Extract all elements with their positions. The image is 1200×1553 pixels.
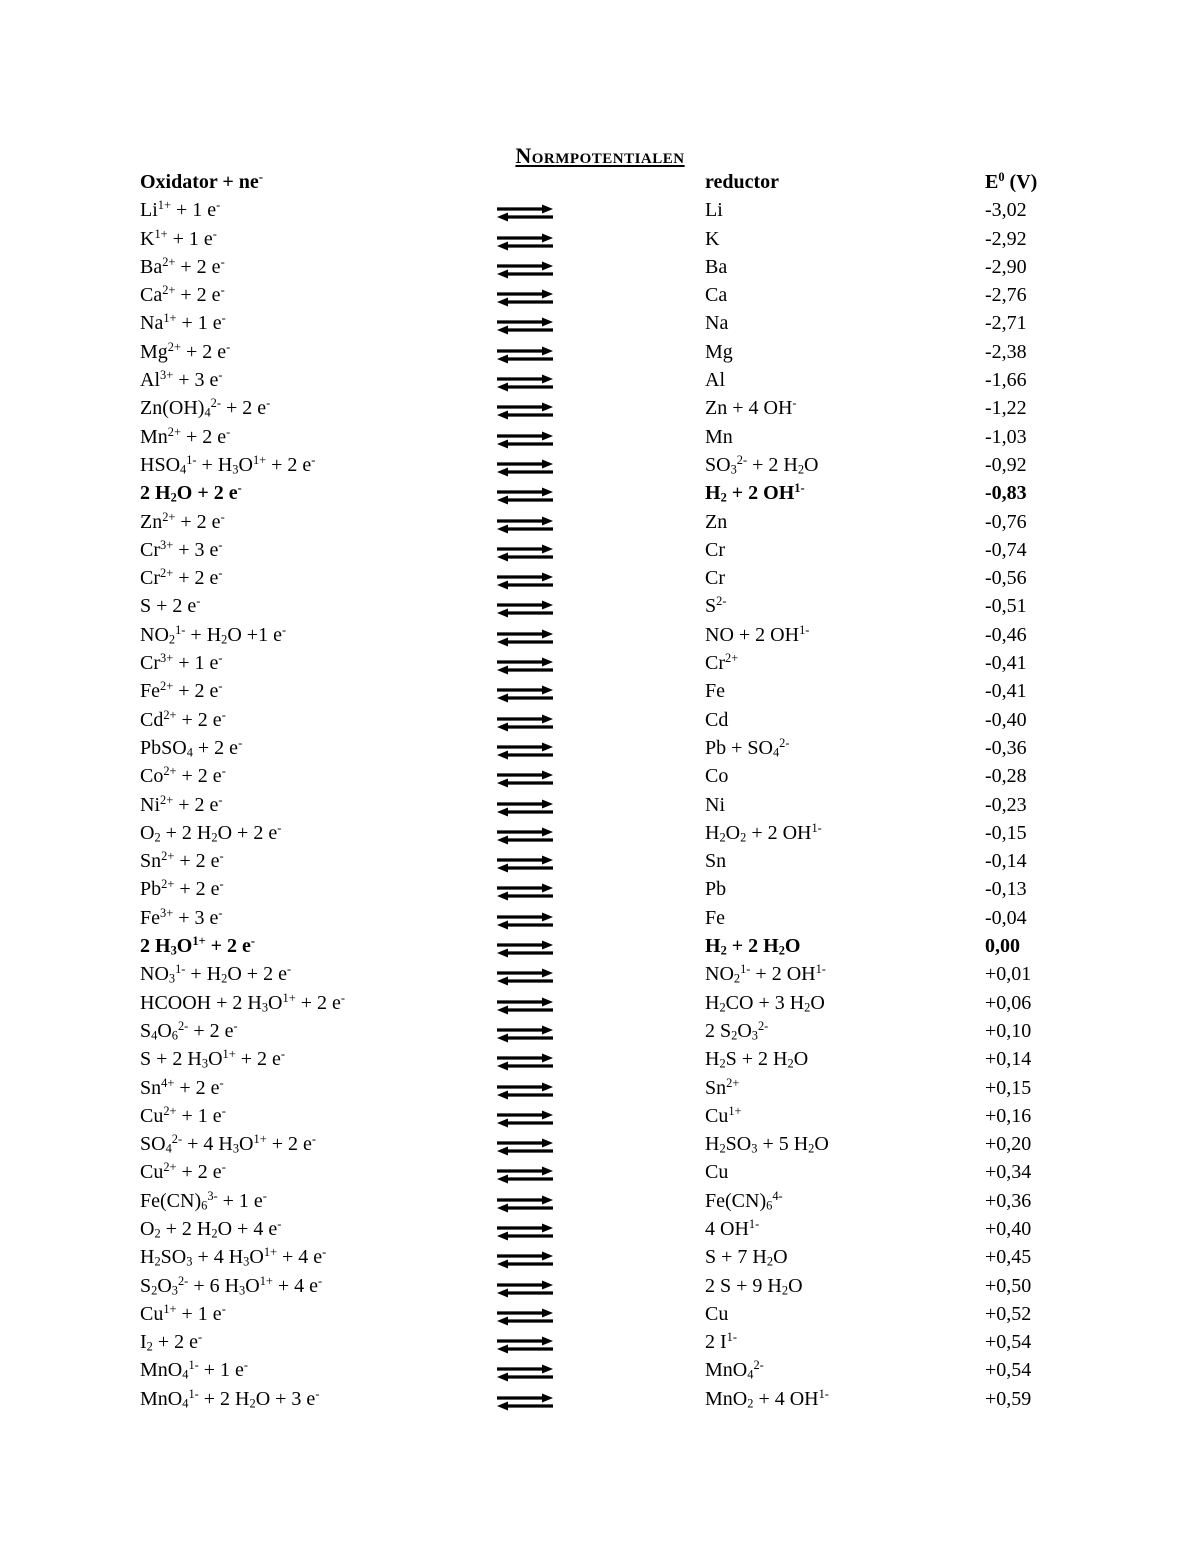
equilibrium-arrow-icon [495, 1308, 555, 1326]
potential-cell: +0,15 [985, 1076, 1032, 1099]
oxidator-cell: $O_2 + 2$ $H_2O + 4$ e- [140, 1217, 282, 1241]
reductor-cell: 2 $I^{1-}$ [705, 1330, 737, 1354]
equilibrium-arrow-icon [495, 431, 555, 449]
equilibrium-arrow-icon [495, 485, 555, 503]
equilibrium-arrow-icon [495, 1336, 555, 1354]
reductor-cell: Zn + 4 OH- [705, 396, 797, 420]
oxidator-cell: $Li^{1+} + 1$ e- [140, 198, 221, 222]
table-row [140, 1356, 1060, 1384]
potential-cell: -0,13 [985, 878, 1027, 901]
equilibrium-arrow-icon [495, 799, 555, 817]
equilibrium-arrow-icon [495, 1080, 555, 1098]
equilibrium-arrow-icon [495, 1221, 555, 1239]
potential-cell: +0,45 [985, 1246, 1032, 1269]
equilibrium-arrow-icon [495, 1195, 555, 1213]
equilibrium-arrow-icon [495, 1164, 555, 1182]
table-row [140, 904, 1060, 932]
oxidator-cell: $Ba^{2+} + 2$ e- [140, 255, 225, 278]
equilibrium-arrow-icon [495, 204, 555, 222]
oxidator-cell: $H_2SO_3 + 4$ $H_3O^{1+} + 4$ e- [140, 1245, 327, 1269]
reductor-cell: Cd [705, 708, 729, 731]
potential-cell: -3,02 [985, 199, 1027, 222]
equilibrium-arrow-icon [495, 855, 555, 873]
potential-cell: -0,04 [985, 906, 1027, 929]
table-row [140, 960, 1060, 988]
potential-cell: +0,52 [985, 1302, 1032, 1325]
equilibrium-arrow-icon [495, 287, 555, 305]
reductor-cell: K [705, 227, 720, 250]
reductor-cell: $S^{2-}$ [705, 594, 727, 618]
reductor-cell: Co [705, 765, 729, 788]
equilibrium-arrow-icon [495, 542, 555, 560]
oxidator-cell: $S_4O_6^{2-} + 2$ e- [140, 1019, 238, 1043]
reductor-cell: $Cu^{1+}$ [705, 1103, 742, 1127]
equilibrium-arrow-icon [495, 233, 555, 251]
equilibrium-arrow-icon [495, 768, 555, 786]
equilibrium-arrow-icon [495, 910, 555, 928]
reductor-cell: $H_2SO_3 + 5$ $H_2O$ [705, 1133, 829, 1156]
equilibrium-arrow-icon [495, 572, 555, 590]
equilibrium-arrow-icon [495, 1110, 555, 1128]
reductor-cell: Fe [705, 680, 725, 703]
potential-cell: -0,23 [985, 793, 1027, 816]
table-row [140, 1243, 1060, 1271]
reductor-cell: 4 $OH^{1-}$ [705, 1217, 760, 1240]
oxidator-cell: MnO$_4^{1-}$ + 1 e- [140, 1358, 249, 1382]
reductor-cell: Cu [705, 1161, 729, 1184]
oxidator-cell: $Fe^{2+} + 2$ e- [140, 679, 223, 703]
potential-cell: -2,76 [985, 284, 1027, 307]
reductor-cell: $H_2CO + 3$ $H_2O$ [705, 991, 825, 1015]
potential-cell: +0,36 [985, 1189, 1032, 1212]
equilibrium-arrow-icon [495, 1082, 555, 1100]
equilibrium-arrow-icon [495, 1306, 555, 1324]
table-row [140, 196, 1060, 224]
oxidator-cell: HCOOH + 2 $H_3O^{1+} + 2$ e- [140, 990, 345, 1015]
equilibrium-arrow-icon [495, 344, 555, 362]
table-row [140, 1130, 1060, 1158]
equilibrium-arrow-icon [495, 400, 555, 418]
reductor-cell: Ca [705, 284, 728, 307]
table-row [140, 819, 1060, 847]
equilibrium-arrow-icon [495, 881, 555, 899]
reductor-cell: Na [705, 312, 729, 335]
equilibrium-arrow-icon [495, 1136, 555, 1154]
potential-cell: -0,41 [985, 680, 1027, 703]
oxidator-cell: $Fe(CN)_6^{3-} + 1$ e- [140, 1188, 267, 1213]
equilibrium-arrow-icon [495, 714, 555, 732]
equilibrium-arrow-icon [495, 629, 555, 647]
equilibrium-arrow-icon [495, 315, 555, 333]
equilibrium-arrow-icon [495, 516, 555, 534]
oxidator-cell: $Co^{2+} + 2$ e- [140, 764, 226, 788]
equilibrium-arrow-icon [495, 457, 555, 475]
reductor-cell: Ni [705, 793, 725, 816]
table-row [140, 1074, 1060, 1102]
reductor-cell: Li [705, 199, 723, 222]
table-row [140, 932, 1060, 960]
equilibrium-arrow-icon [495, 997, 555, 1015]
potential-cell: +0,54 [985, 1331, 1032, 1354]
reductor-cell: $H_2O_2 + 2$ $OH^{1-}$ [705, 821, 822, 845]
potential-cell: +0,14 [985, 1048, 1032, 1071]
potential-cell: +0,34 [985, 1161, 1032, 1184]
table-row [140, 225, 1060, 253]
table-row [140, 508, 1060, 536]
oxidator-cell: $Cr^{3+} + 1$ e- [140, 651, 223, 675]
potential-cell: -0,28 [985, 765, 1027, 788]
oxidator-cell: $Zn^{2+} + 2$ e- [140, 509, 225, 533]
oxidator-cell: $Al^{3+} + 3$ e- [140, 368, 223, 392]
reductor-cell: $Fe(CN)_6^{4-}$ [705, 1188, 783, 1213]
equilibrium-arrow-icon [495, 1393, 555, 1411]
potential-cell: -0,36 [985, 736, 1027, 759]
equilibrium-arrow-icon [495, 740, 555, 758]
potential-cell: -2,90 [985, 255, 1027, 278]
equilibrium-arrow-icon [495, 1391, 555, 1409]
reductor-cell: $H_2 + 2$ $OH^{1-}$ [705, 481, 805, 505]
reductor-cell: $Cr^{2+}$ [705, 651, 739, 675]
reductor-cell: NO + 2 $OH^{1-}$ [705, 622, 810, 646]
table-row [140, 1158, 1060, 1186]
reductor-cell: $H_2S + 2$ $H_2O$ [705, 1048, 809, 1071]
equilibrium-arrow-icon [495, 372, 555, 390]
table-row [140, 536, 1060, 564]
reductor-cell: Cr [705, 567, 725, 590]
equilibrium-arrow-icon [495, 1251, 555, 1269]
equilibrium-arrow-icon [495, 1249, 555, 1267]
table-row [140, 338, 1060, 366]
equilibrium-arrow-icon [495, 429, 555, 447]
table-row [140, 1215, 1060, 1243]
equilibrium-arrow-icon [495, 966, 555, 984]
equilibrium-arrow-icon [495, 1053, 555, 1071]
reductor-cell: $SO_3^{2-} + 2$ $H_2O$ [705, 453, 819, 477]
potential-cell: -0,56 [985, 567, 1027, 590]
equilibrium-arrow-icon [495, 374, 555, 392]
equilibrium-arrow-icon [495, 938, 555, 956]
equilibrium-arrow-icon [495, 742, 555, 760]
table-row [140, 366, 1060, 394]
table-row [140, 451, 1060, 479]
potential-cell: -2,71 [985, 312, 1027, 335]
equilibrium-arrow-icon [495, 627, 555, 645]
oxidator-cell: $Sn^{4+} + 2$ e- [140, 1075, 224, 1099]
reductor-cell: Zn [705, 510, 728, 533]
equilibrium-arrow-icon [495, 1193, 555, 1211]
equilibrium-arrow-icon [495, 1108, 555, 1126]
page-title: Normpotentialen [515, 143, 685, 168]
oxidator-cell: $S_2O_3^{2-} + 6$ $H_3O^{1+} + 4$ e- [140, 1273, 323, 1298]
table-row [140, 394, 1060, 422]
oxidator-cell: S + 2 e- [140, 594, 201, 618]
oxidator-cell: $Ni^{2+} + 2$ e- [140, 792, 223, 816]
potential-cell: +0,20 [985, 1133, 1032, 1156]
table-row [140, 309, 1060, 337]
equilibrium-arrow-icon [495, 459, 555, 477]
equilibrium-arrow-icon [495, 202, 555, 220]
equilibrium-arrow-icon [495, 683, 555, 701]
table-row [140, 989, 1060, 1017]
equilibrium-arrow-icon [495, 289, 555, 307]
oxidator-cell: $Mn^{2+} + 2$ e- [140, 424, 231, 448]
reductor-cell: 2 S + 9 $H_2O$ [705, 1274, 803, 1298]
equilibrium-arrow-icon [495, 657, 555, 675]
oxidator-cell: S + 2 $H_3O^{1+} + 2$ e- [140, 1047, 285, 1071]
oxidator-cell: $K^{1+} + 1$ e- [140, 226, 217, 250]
table-row [140, 649, 1060, 677]
oxidator-cell: $Cu^{2+} + 2$ e- [140, 1160, 226, 1184]
equilibrium-arrow-icon [495, 1278, 555, 1296]
reductor-cell: $NO_2^{1-} + 2$ $OH^{1-}$ [705, 962, 826, 986]
potential-cell: -1,22 [985, 397, 1027, 420]
oxidator-cell: $SO_4^{2-} + 4$ $H_3O^{1+} + 2$ e- [140, 1132, 316, 1156]
equilibrium-arrow-icon [495, 940, 555, 958]
table-row [140, 847, 1060, 875]
oxidator-cell: $HSO_4^{1-} + H_3O^{1+} + 2$ e- [140, 453, 316, 477]
equilibrium-arrow-icon [495, 544, 555, 562]
oxidator-cell: $Cr^{2+} + 2$ e- [140, 566, 223, 590]
table-row [140, 253, 1060, 281]
oxidator-cell: 2 $H_3O^{1+} + 2$ e- [140, 934, 256, 958]
equilibrium-arrow-icon [495, 231, 555, 249]
equilibrium-arrow-icon [495, 1166, 555, 1184]
oxidator-cell: $I_2 + 2$ e- [140, 1330, 203, 1354]
oxidator-cell: $NO_2^{1-} + H_2O +1$ e- [140, 622, 287, 647]
potential-cell: +0,59 [985, 1387, 1032, 1410]
table-row [140, 1102, 1060, 1130]
equilibrium-arrow-icon [495, 968, 555, 986]
potential-cell: -1,66 [985, 369, 1027, 392]
oxidator-cell: $Cu^{2+} + 1$ e- [140, 1103, 226, 1127]
reductor-cell: Al [705, 369, 725, 392]
potential-cell: +0,06 [985, 991, 1032, 1014]
potential-cell: 0,00 [985, 935, 1020, 958]
equilibrium-arrow-icon [495, 712, 555, 730]
potential-cell: -2,38 [985, 340, 1027, 363]
equilibrium-arrow-icon [495, 317, 555, 335]
table-row [140, 1017, 1060, 1045]
potential-cell: -0,15 [985, 821, 1027, 844]
table-row [140, 677, 1060, 705]
oxidator-cell: $Na^{1+} + 1$ e- [140, 311, 226, 335]
potential-cell: -0,83 [985, 482, 1027, 505]
equilibrium-arrow-icon [495, 853, 555, 871]
equilibrium-arrow-icon [495, 797, 555, 815]
table-row [140, 706, 1060, 734]
table-row [140, 1385, 1060, 1413]
oxidator-cell: $Sn^{2+} + 2$ e- [140, 849, 224, 873]
equilibrium-arrow-icon [495, 770, 555, 788]
equilibrium-arrow-icon [495, 600, 555, 618]
potential-cell: -0,41 [985, 652, 1027, 675]
equilibrium-arrow-icon [495, 1362, 555, 1380]
potential-cell: -0,74 [985, 538, 1027, 561]
table-row [140, 734, 1060, 762]
oxidator-cell: $Mg^{2+} + 2$ e- [140, 339, 231, 363]
equilibrium-arrow-icon [495, 1280, 555, 1298]
equilibrium-arrow-icon [495, 346, 555, 364]
reductor-cell: MnO$_4^{2-}$ [705, 1358, 764, 1382]
oxidator-cell: $Cu^{1+} + 1$ e- [140, 1302, 226, 1325]
potential-cell: +0,50 [985, 1274, 1032, 1297]
equilibrium-arrow-icon [495, 685, 555, 703]
table-row [140, 1272, 1060, 1300]
oxidator-cell: $Ca^{2+} + 2$ e- [140, 283, 225, 307]
potential-cell: -0,51 [985, 595, 1027, 618]
equilibrium-arrow-icon [495, 1364, 555, 1382]
reductor-cell: $H_2 + 2$ $H_2O$ [705, 935, 801, 958]
oxidator-cell: $Cr^{3+} + 3$ e- [140, 538, 223, 561]
equilibrium-arrow-icon [495, 1334, 555, 1352]
header-reductor: reductor [705, 171, 780, 193]
oxidator-cell: $Pb^{2+} + 2$ e- [140, 877, 224, 901]
potential-cell: -2,92 [985, 227, 1027, 250]
potential-cell: +0,01 [985, 963, 1032, 986]
potential-cell: -0,92 [985, 453, 1027, 476]
potential-cell: -0,46 [985, 623, 1027, 646]
reductor-cell: Mn [705, 425, 733, 448]
equilibrium-arrow-icon [495, 655, 555, 673]
table-row [140, 621, 1060, 649]
table-row [140, 592, 1060, 620]
table-row [140, 423, 1060, 451]
oxidator-cell: $O_2 + 2$ $H_2O + 2$ e- [140, 821, 282, 845]
table-row [140, 1300, 1060, 1328]
table-row [140, 281, 1060, 309]
potential-cell: +0,16 [985, 1104, 1032, 1127]
reductor-cell: S + 7 $H_2O$ [705, 1246, 788, 1269]
oxidator-cell: $Fe^{3+} + 3$ e- [140, 905, 223, 929]
table-header [140, 168, 1060, 196]
potential-cell: -0,14 [985, 850, 1027, 873]
table-row [140, 875, 1060, 903]
reductor-cell: Sn [705, 850, 727, 873]
equilibrium-arrow-icon [495, 1138, 555, 1156]
equilibrium-arrow-icon [495, 1223, 555, 1241]
equilibrium-arrow-icon [495, 912, 555, 930]
potential-cell: +0,40 [985, 1217, 1032, 1240]
equilibrium-arrow-icon [495, 598, 555, 616]
equilibrium-arrow-icon [495, 261, 555, 279]
table-row [140, 1187, 1060, 1215]
equilibrium-arrow-icon [495, 827, 555, 845]
equilibrium-arrow-icon [495, 1023, 555, 1041]
equilibrium-arrow-icon [495, 402, 555, 420]
table-row [140, 1328, 1060, 1356]
table-row [140, 762, 1060, 790]
reductor-cell: 2 $S_2O_3^{2-}$ [705, 1019, 769, 1043]
equilibrium-arrow-icon [495, 825, 555, 843]
potential-cell: -0,40 [985, 708, 1027, 731]
reductor-cell: Pb [705, 878, 727, 901]
reductor-cell: Ba [705, 255, 728, 278]
equilibrium-arrow-icon [495, 570, 555, 588]
oxidator-cell: $NO_3^{1-} + H_2O + 2$ e- [140, 962, 292, 986]
potentials-table [140, 168, 1060, 1413]
reductor-cell: Mg [705, 340, 733, 363]
equilibrium-arrow-icon [495, 514, 555, 532]
reductor-cell: $Sn^{2+}$ [705, 1075, 740, 1099]
potential-cell: -0,76 [985, 510, 1027, 533]
equilibrium-arrow-icon [495, 487, 555, 505]
equilibrium-arrow-icon [495, 883, 555, 901]
equilibrium-arrow-icon [495, 1051, 555, 1069]
equilibrium-arrow-icon [495, 1025, 555, 1043]
oxidator-cell: $Zn(OH)_4^{2-} + 2$ e- [140, 396, 271, 420]
equilibrium-arrow-icon [495, 259, 555, 277]
table-row [140, 564, 1060, 592]
reductor-cell: $Pb + SO_4^{2-}$ [705, 736, 790, 760]
table-row [140, 479, 1060, 507]
potential-cell: +0,54 [985, 1359, 1032, 1382]
oxidator-cell: MnO$_4^{1-}$ + 2 $H_2O + 3$ e- [140, 1386, 320, 1411]
table-row [140, 791, 1060, 819]
equilibrium-arrow-icon [495, 995, 555, 1013]
reductor-cell: Cu [705, 1302, 729, 1325]
reductor-cell: Cr [705, 538, 725, 561]
reductor-cell: MnO$_2$ + 4 $OH^{1-}$ [705, 1386, 829, 1411]
header-potential: $E^0$ (V) [985, 170, 1038, 193]
table-row [140, 1045, 1060, 1073]
reductor-cell: Fe [705, 906, 725, 929]
potential-cell: -1,03 [985, 425, 1027, 448]
oxidator-cell: PbSO$_4$ + 2 e- [140, 736, 243, 760]
header-oxidator: Oxidator + ne- [140, 170, 263, 193]
oxidator-cell: 2 $H_2O + 2$ e- [140, 481, 242, 505]
potential-cell: +0,10 [985, 1019, 1032, 1042]
oxidator-cell: $Cd^{2+} + 2$ e- [140, 707, 226, 731]
